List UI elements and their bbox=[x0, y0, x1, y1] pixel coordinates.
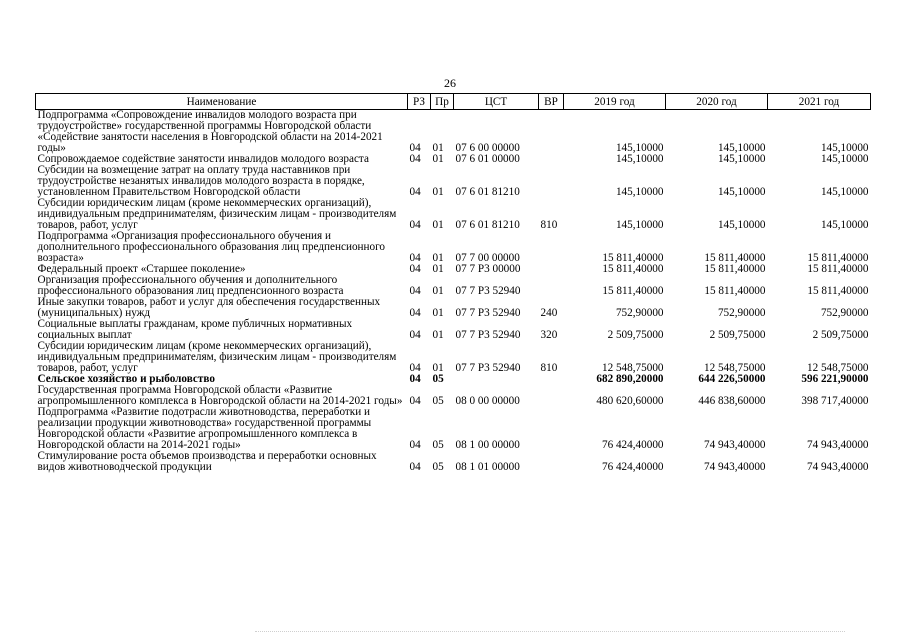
row-name: Сопровождаемое содействие занятости инвалидов молодого возраста bbox=[37, 153, 369, 165]
row-2020: 12 548,75000 bbox=[703, 362, 766, 374]
row-name: Социальные выплаты гражданам, кроме публичных нормативных социальных выплат bbox=[37, 318, 353, 341]
row-name: Подпрограмма «Сопровождение инвалидов молодого возраста при трудоустройстве» государственной программы Новгородской области «Содействие занятости населения в Новгородской области на 2014-2021 годы» bbox=[37, 109, 383, 154]
row-2021: 15 811,40000 bbox=[807, 263, 869, 275]
row-vr bbox=[539, 110, 564, 155]
row-2020: 2 509,75000 bbox=[709, 329, 766, 341]
row-rz: 04 bbox=[409, 263, 421, 275]
row-vr bbox=[539, 165, 564, 198]
row-rz: 04 bbox=[409, 362, 421, 374]
row-name: Организация профессионального обучения и дополнительного профессионального образования лиц предпенсионного возраста bbox=[37, 274, 344, 297]
row-2019: 752,90000 bbox=[615, 307, 664, 319]
row-2021: 74 943,40000 bbox=[806, 439, 869, 451]
table-row bbox=[36, 231, 871, 264]
row-2020: 752,90000 bbox=[717, 307, 766, 319]
row-pr: 01 bbox=[432, 219, 444, 231]
header-cst: ЦСТ bbox=[454, 94, 539, 110]
row-vr bbox=[539, 374, 564, 385]
table-row bbox=[36, 110, 871, 155]
row-vr bbox=[539, 231, 564, 264]
row-2021: 145,10000 bbox=[820, 219, 869, 231]
header-name: Наименование bbox=[36, 94, 408, 110]
row-pr: 01 bbox=[432, 153, 444, 165]
row-2021: 145,10000 bbox=[820, 142, 869, 154]
row-rz: 04 bbox=[409, 285, 421, 297]
row-2019: 145,10000 bbox=[615, 153, 664, 165]
row-2020: 644 226,50000 bbox=[698, 373, 766, 385]
row-cst: 07 7 P3 52940 bbox=[455, 307, 521, 319]
header-pr: Пр bbox=[431, 94, 454, 110]
row-rz: 04 bbox=[409, 395, 421, 407]
row-name: Субсидии юридическим лицам (кроме некоммерческих организаций), индивидуальным предпринимателям, физическим лицам - производителям товаров, работ, услуг bbox=[37, 340, 397, 374]
row-vr bbox=[539, 385, 564, 407]
row-cst: 07 7 P3 52940 bbox=[455, 362, 521, 374]
row-vr: 240 bbox=[540, 307, 558, 319]
row-2019: 76 424,40000 bbox=[601, 461, 664, 473]
row-vr bbox=[539, 275, 564, 297]
row-2019: 145,10000 bbox=[615, 142, 664, 154]
row-2021: 15 811,40000 bbox=[807, 285, 869, 297]
row-cst bbox=[454, 374, 539, 385]
row-2019: 15 811,40000 bbox=[602, 252, 664, 264]
table-row bbox=[36, 319, 871, 341]
row-pr: 01 bbox=[432, 186, 444, 198]
row-2021: 74 943,40000 bbox=[806, 461, 869, 473]
row-rz: 04 bbox=[409, 461, 421, 473]
header-rz: РЗ bbox=[408, 94, 431, 110]
row-vr bbox=[539, 264, 564, 275]
page-number: 26 bbox=[444, 76, 456, 90]
row-2019: 15 811,40000 bbox=[602, 285, 664, 297]
row-name: Федеральный проект «Старшее поколение» bbox=[37, 263, 246, 275]
table-row bbox=[36, 297, 871, 319]
row-cst: 07 6 01 81210 bbox=[455, 186, 520, 198]
row-vr: 810 bbox=[540, 362, 558, 374]
row-2019: 145,10000 bbox=[615, 186, 664, 198]
row-name: Подпрограмма «Организация профессионального обучения и дополнительного профессионального образования лиц предпенсионного возраста» bbox=[37, 230, 386, 264]
row-rz: 04 bbox=[409, 252, 421, 264]
row-2019: 480 620,60000 bbox=[596, 395, 664, 407]
header-2020: 2020 год bbox=[666, 94, 768, 110]
row-vr bbox=[539, 154, 564, 165]
row-rz: 04 bbox=[409, 373, 421, 385]
row-vr: 320 bbox=[540, 329, 558, 341]
row-vr bbox=[539, 407, 564, 451]
row-rz: 04 bbox=[409, 307, 421, 319]
row-2020: 15 811,40000 bbox=[704, 263, 766, 275]
budget-table bbox=[35, 93, 871, 473]
table-row bbox=[36, 385, 871, 407]
row-pr: 01 bbox=[432, 329, 444, 341]
row-pr: 01 bbox=[432, 362, 444, 374]
row-cst: 07 7 00 00000 bbox=[455, 252, 520, 264]
row-pr: 01 bbox=[432, 307, 444, 319]
row-2019: 682 890,20000 bbox=[596, 373, 664, 385]
row-cst: 07 7 P3 52940 bbox=[455, 285, 521, 297]
row-2021: 596 221,90000 bbox=[801, 373, 869, 385]
row-2021: 145,10000 bbox=[820, 153, 869, 165]
table-body bbox=[36, 110, 871, 474]
row-rz: 04 bbox=[409, 439, 421, 451]
row-2020: 74 943,40000 bbox=[703, 461, 766, 473]
row-2020: 74 943,40000 bbox=[703, 439, 766, 451]
row-2020: 446 838,60000 bbox=[698, 395, 766, 407]
row-rz: 04 bbox=[409, 219, 421, 231]
row-cst: 07 6 01 81210 bbox=[455, 219, 520, 231]
row-name: Субсидии на возмещение затрат на оплату труда наставников при трудоустройстве незанятых инвалидов молодого возраста в порядке, установленном Правительством Новгородской области bbox=[37, 164, 365, 198]
row-name: Стимулирование роста объемов производства и переработки основных видов животноводческой продукции bbox=[37, 450, 377, 473]
table-row bbox=[36, 341, 871, 374]
row-pr: 01 bbox=[432, 285, 444, 297]
row-pr: 01 bbox=[432, 142, 444, 154]
row-2019: 2 509,75000 bbox=[607, 329, 664, 341]
table-row bbox=[36, 407, 871, 451]
row-2021: 752,90000 bbox=[820, 307, 869, 319]
row-2020: 15 811,40000 bbox=[704, 252, 766, 264]
row-name: Субсидии юридическим лицам (кроме некоммерческих организаций), индивидуальным предпринимателям, физическим лицам - производителям товаров, работ, услуг bbox=[37, 197, 397, 231]
row-2019: 145,10000 bbox=[615, 219, 664, 231]
row-pr: 05 bbox=[432, 461, 444, 473]
table-row bbox=[36, 198, 871, 231]
header-2021: 2021 год bbox=[768, 94, 871, 110]
row-vr: 810 bbox=[540, 219, 558, 231]
table-row bbox=[36, 451, 871, 473]
row-pr: 05 bbox=[432, 373, 444, 385]
row-2021: 2 509,75000 bbox=[812, 329, 869, 341]
row-cst: 08 1 00 00000 bbox=[455, 439, 520, 451]
header-2019: 2019 год bbox=[564, 94, 666, 110]
header-vr: ВР bbox=[539, 94, 564, 110]
row-2020: 145,10000 bbox=[717, 219, 766, 231]
row-cst: 07 6 00 00000 bbox=[455, 142, 520, 154]
row-2019: 12 548,75000 bbox=[601, 362, 664, 374]
row-rz: 04 bbox=[409, 153, 421, 165]
row-cst: 08 1 01 00000 bbox=[455, 461, 520, 473]
row-2020: 145,10000 bbox=[717, 186, 766, 198]
row-2021: 398 717,40000 bbox=[801, 395, 869, 407]
row-name: Подпрограмма «Развитие подотрасли животноводства, переработки и реализации продукции животноводства» государственной программы Новгородской области «Развитие агропромышленного комплекса в Новгородской области на 2014-2021 годы» bbox=[37, 406, 372, 451]
row-cst: 07 6 01 00000 bbox=[455, 153, 520, 165]
row-cst: 08 0 00 00000 bbox=[455, 395, 520, 407]
table-header-row bbox=[36, 94, 871, 110]
row-2021: 145,10000 bbox=[820, 186, 869, 198]
row-vr bbox=[539, 451, 564, 473]
row-name: Иные закупки товаров, работ и услуг для обеспечения государственных (муниципальных) нужд bbox=[37, 296, 381, 319]
row-2020: 15 811,40000 bbox=[704, 285, 766, 297]
row-2021: 12 548,75000 bbox=[806, 362, 869, 374]
row-2020: 145,10000 bbox=[717, 142, 766, 154]
row-2019: 15 811,40000 bbox=[602, 263, 664, 275]
row-pr: 01 bbox=[432, 252, 444, 264]
row-rz: 04 bbox=[409, 186, 421, 198]
row-2020: 145,10000 bbox=[717, 153, 766, 165]
row-2021: 15 811,40000 bbox=[807, 252, 869, 264]
row-2019: 76 424,40000 bbox=[601, 439, 664, 451]
table-row bbox=[36, 165, 871, 198]
row-rz: 04 bbox=[409, 329, 421, 341]
table-row bbox=[36, 275, 871, 297]
row-cst: 07 7 P3 52940 bbox=[455, 329, 521, 341]
row-pr: 05 bbox=[432, 439, 444, 451]
row-rz: 04 bbox=[409, 142, 421, 154]
row-pr: 05 bbox=[432, 395, 444, 407]
row-name: Государственная программа Новгородской области «Развитие агропромышленного комплекса в Новгородской области на 2014-2021 годы» bbox=[37, 384, 403, 407]
row-name: Сельское хозяйство и рыболовство bbox=[37, 373, 215, 385]
row-pr: 01 bbox=[432, 263, 444, 275]
page-bottom-artifact bbox=[255, 631, 845, 633]
row-cst: 07 7 P3 00000 bbox=[455, 263, 521, 275]
